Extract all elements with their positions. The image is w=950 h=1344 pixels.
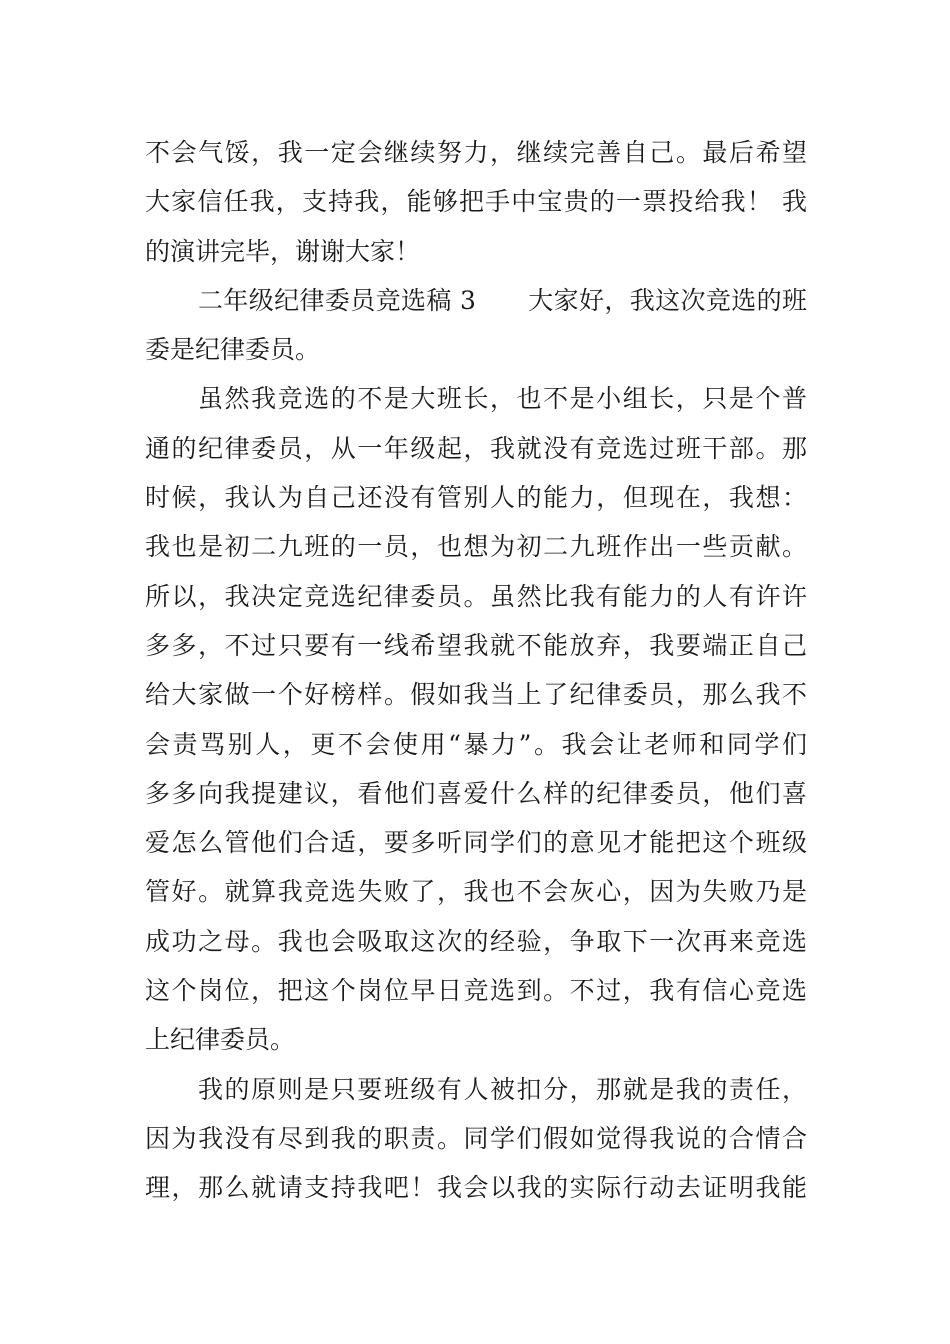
text-line: 所以，我决定竞选纪律委员。虽然比我有能力的人有许许 <box>145 581 807 611</box>
text-line: 不会气馁，我一定会继续努力，继续完善自己。最后希望 <box>145 138 807 167</box>
text-line: 我的原则是只要班级有人被扣分，那就是我的责任， <box>198 1074 807 1104</box>
paragraph-principle <box>145 1065 807 1213</box>
text-line: 上纪律委员。 <box>145 1025 296 1055</box>
paragraph-closing <box>145 128 807 276</box>
text-line: 因为我没有尽到我的职责。同学们假如觉得我说的合情合 <box>145 1123 807 1153</box>
text-line: 时候，我认为自己还没有管别人的能力，但现在，我想： <box>145 483 807 513</box>
text-line: 我也是初二九班的一员，也想为初二九班作出一些贡献。 <box>145 532 807 562</box>
text-line: 多多向我提建议，看他们喜爱什么样的纪律委员，他们喜 <box>145 778 807 808</box>
text-line: 多多，不过只要有一线希望我就不能放弃，我要端正自己 <box>145 630 807 660</box>
text-line: 爱怎么管他们合适，要多听同学们的意见才能把这个班级 <box>145 828 807 858</box>
paragraph-title <box>145 276 807 375</box>
text-line: 会责骂别人，更不会使用“暴力”。我会让老师和同学们 <box>145 729 807 759</box>
text-line: 的演讲完毕，谢谢大家！ <box>145 236 421 266</box>
text-line: 给大家做一个好榜样。假如我当上了纪律委员，那么我不 <box>145 680 807 710</box>
paragraph-main <box>145 374 807 1064</box>
text-line: 理，那么就请支持我吧！我会以我的实际行动去证明我能 <box>145 1173 807 1203</box>
text-line: 通的纪律委员，从一年级起，我就没有竞选过班干部。那 <box>145 433 807 463</box>
text-line: 这个岗位，把这个岗位早日竞选到。不过，我有信心竞选 <box>145 976 807 1006</box>
text-line: 管好。就算我竞选失败了，我也不会灰心，因为失败乃是 <box>145 877 807 907</box>
document-body <box>145 128 807 1213</box>
text-line: 委是纪律委员。 <box>145 335 321 365</box>
text-line: 虽然我竞选的不是大班长，也不是小组长，只是个普 <box>198 384 807 414</box>
text-line: 大家信任我，支持我，能够把手中宝贵的一票投给我！ 我 <box>145 187 807 217</box>
section-heading: 二年级纪律委员竞选稿 3 <box>198 285 476 315</box>
text-line: 成功之母。我也会吸取这次的经验，争取下一次再来竞选 <box>145 926 807 956</box>
text-line: 大家好，我这次竞选的班 <box>527 285 807 315</box>
title-line <box>145 276 807 325</box>
